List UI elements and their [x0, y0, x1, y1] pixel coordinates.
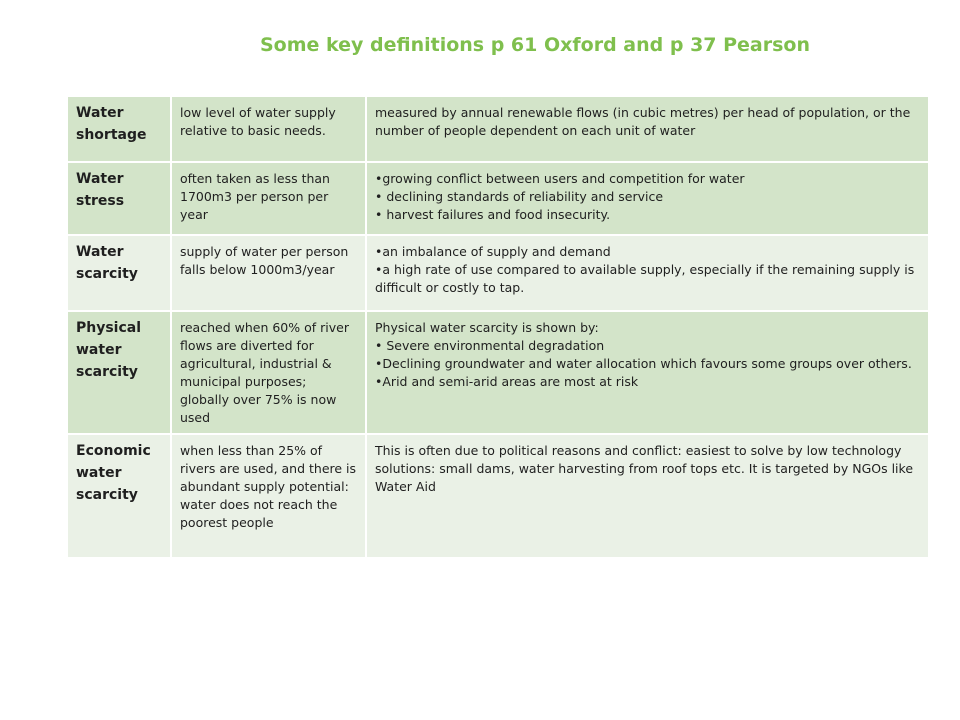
detail-cell [367, 435, 930, 559]
detail-line: • harvest failures and food insecurity. [375, 207, 611, 222]
detail-cell [367, 312, 930, 435]
detail-line: This is often due to political reasons and conflict: easiest to solve by low technology solutions: small dams, water harvesting from roof tops etc. It is targeted by NGOs like Water Aid [375, 443, 914, 494]
detail-cell [367, 236, 930, 312]
definitions-table [68, 97, 930, 559]
detail-line: • declining standards of reliability and service [375, 189, 664, 204]
table-row [68, 435, 930, 559]
detail-cell [367, 97, 930, 163]
detail-line: • Severe environmental degradation [375, 338, 605, 353]
description-cell: low level of water supply relative to basic needs. [172, 97, 367, 163]
table-row [68, 97, 930, 163]
term-cell: Physical water scarcity [68, 312, 172, 435]
table-row [68, 236, 930, 312]
detail-line: •an imbalance of supply and demand [375, 244, 611, 259]
table-row [68, 312, 930, 435]
detail-line: measured by annual renewable flows (in cubic metres) per head of population, or the number of people dependent on each unit of water [375, 105, 911, 138]
detail-line: •growing conflict between users and competition for water [375, 171, 745, 186]
term-cell: Water stress [68, 163, 172, 236]
term-cell: Water shortage [68, 97, 172, 163]
table-row [68, 163, 930, 236]
description-cell: reached when 60% of river flows are diverted for agricultural, industrial & municipal purposes; globally over 75% is now used [172, 312, 367, 435]
description-cell: when less than 25% of rivers are used, and there is abundant supply potential: water does not reach the poorest people [172, 435, 367, 559]
detail-cell [367, 163, 930, 236]
detail-line: •Declining groundwater and water allocation which favours some groups over others. [375, 356, 912, 371]
detail-line: •Arid and semi-arid areas are most at risk [375, 374, 639, 389]
detail-line: Physical water scarcity is shown by: [375, 320, 599, 335]
description-cell: supply of water per person falls below 1000m3/year [172, 236, 367, 312]
term-cell: Water scarcity [68, 236, 172, 312]
slide-title: Some key definitions p 61 Oxford and p 37 Pearson [259, 34, 811, 56]
description-cell: often taken as less than 1700m3 per person per year [172, 163, 367, 236]
detail-line: •a high rate of use compared to available supply, especially if the remaining supply is difficult or costly to tap. [375, 262, 915, 295]
term-cell: Economic water scarcity [68, 435, 172, 559]
